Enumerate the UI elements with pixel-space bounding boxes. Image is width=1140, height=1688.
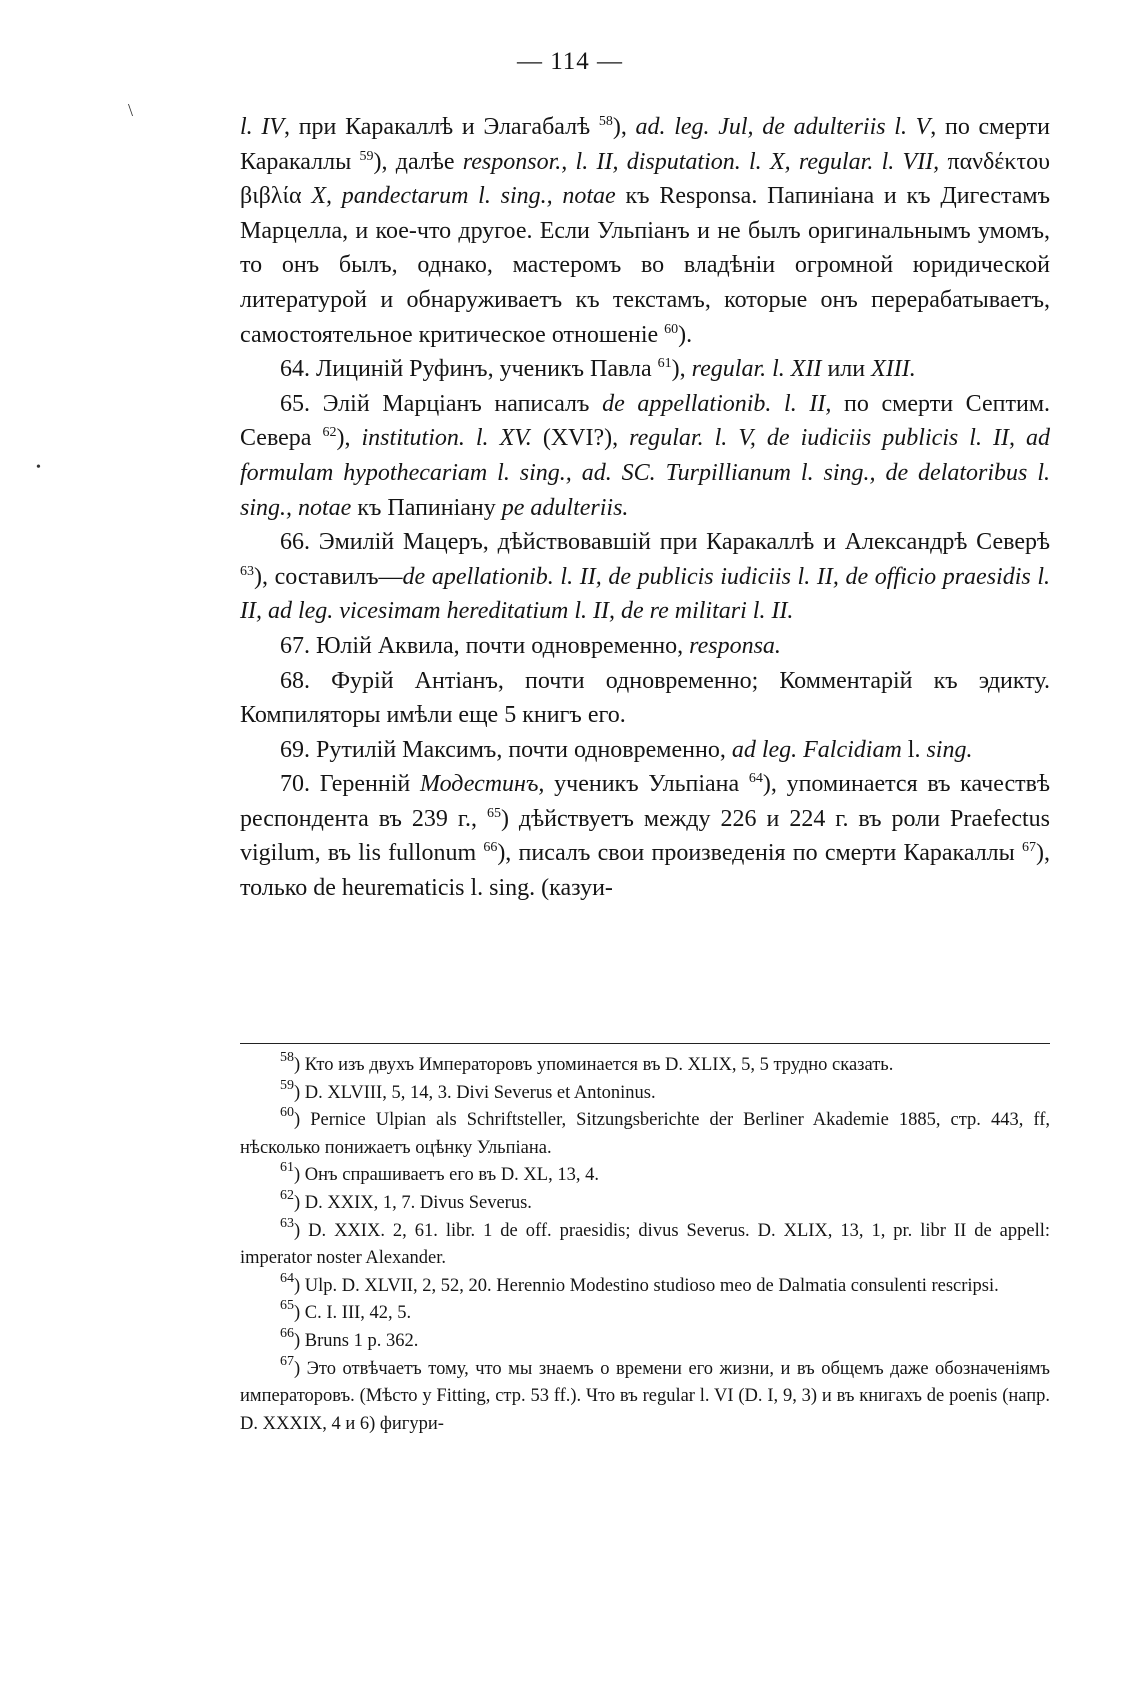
greek-text: πανδέκτου βιβλία bbox=[240, 148, 1051, 210]
footnote: $^{64}$) Ulp. D. XLVII, 2, 52, 20. Herennio Modestino studioso meo de Dalmatia consulenti rescripsi. bbox=[280, 1270, 999, 1296]
footnotes bbox=[240, 1052, 1050, 1438]
footnote-ref: 66 bbox=[483, 840, 498, 856]
footnote-ref: 65 bbox=[486, 805, 501, 821]
footnote-ref: 62 bbox=[322, 425, 337, 441]
main-text bbox=[240, 110, 1050, 906]
footnote: $^{67}$) Это отвѣчаетъ тому, что мы знаемъ о времени его жизни, и въ общемъ даже обозначеніямъ императоровъ. (Мѣсто у Fitting, стр. 53 ff.). Что въ regular l. VI (D. I, 9, 3) и въ книгахъ de poenis (напр. D. XXXIX, 4 и 6) фигури- bbox=[240, 1353, 1050, 1434]
paragraph-70: 70. Гереннiй Модестинъ, ученикъ Ульпіана $^{64}$), упоминается въ качествѣ респондента въ 239 г., $^{65}$) дѣйствуетъ между 226 и 224 г. въ роли Praefectus vigilum, въ lis fullonum $^{66}$), писалъ свои произведенія по смерти Каракаллы $^{67}$), только de heurematicis l. sing. (казуи- bbox=[240, 771, 1050, 902]
paragraph-66: 66. Эмилій Мацеръ, дѣйствовавшій при Каракаллѣ и Александрѣ Северѣ $^{63}$), составилъ—de apellationib. l. II, de publicis iudiciis l. II, de officio praesidis l. II, ad leg. vicesimam hereditatium l. II, de re militari l. II. bbox=[240, 529, 1051, 625]
footnote-ref: 63 bbox=[240, 563, 254, 579]
footnote: $^{63}$) D. XXIX. 2, 61. libr. 1 de off. praesidis; divus Severus. D. XLIX, 13, 1, pr. libr II de appell: imperator noster Alexander. bbox=[240, 1215, 1050, 1269]
footnote: $^{65}$) C. I. III, 42, 5. bbox=[280, 1298, 412, 1324]
footnote: $^{66}$) Bruns 1 p. 362. bbox=[280, 1325, 419, 1351]
margin-mark: • bbox=[36, 460, 41, 475]
footnote-ref: 67 bbox=[1022, 840, 1036, 856]
footnote-ref: 58 bbox=[598, 114, 613, 129]
footnote: $^{60}$) Pernice Ulpian als Schriftsteller, Sitzungsberichte der Berliner Akademie 1885, стр. 443, ff, нѣсколько понижаетъ оцѣнку Ульпіана. bbox=[240, 1105, 1050, 1158]
page-number: — 114 — bbox=[516, 48, 624, 75]
footnote-ref: 60 bbox=[664, 321, 679, 337]
footnote-divider bbox=[240, 1043, 1050, 1044]
footnote: $^{61}$) Онъ спрашиваетъ его въ D. XL, 13, 4. bbox=[280, 1160, 599, 1186]
paragraph-68: 68. Фурій Антіанъ, почти одновременно; Комментарій къ эдикту. Компиляторы имѣли еще 5 книгъ его. bbox=[240, 667, 1050, 729]
paragraph-65: 65. Элій Марціанъ написалъ de appellationib. l. II, по смерти Септим. Севера $^{62}$), institution. l. XV. (XVI?), regular. l. V, de iudiciis publicis l. II, ad formulam hypothecariam l. sing., ad. SC. Turpillianum l. sing., de delatoribus l. sing., notae къ Папиніану pe adulteriis. bbox=[240, 390, 1051, 521]
paragraph-67: 67. Юлій Аквила, почти одновременно, responsa. bbox=[280, 632, 781, 659]
paragraph: l. IV, при Каракаллѣ и Элагабалѣ $^{58}$), ad. leg. Jul, de adulteriis l. V, по смерти Каракаллы $^{59}$), далѣе responsor., l. II, disputation. l. X, regular. l. VII, πανδέκτου βιβλία X, pandectarum l. sing., notae къ Responsa. Папиніана и къ Дигестамъ Марцелла, и кое-что другое. Если Ульпіанъ и не былъ оригинальнымъ умомъ, то онъ былъ, однако, мастеромъ во владѣніи огромной юридической литературой и обнаруживаетъ къ текстамъ, которые онъ перерабатываетъ, самостоятельное критическое отношеніе $^{60}$). bbox=[240, 114, 1051, 348]
footnote-ref: 64 bbox=[748, 771, 763, 787]
paragraph-64: 64. Лициній Руфинъ, ученикъ Павла $^{61}$), regular. l. XII или XIII. bbox=[280, 356, 916, 383]
footnote-ref: 59 bbox=[359, 148, 374, 164]
footnote: $^{59}$) D. XLVIII, 5, 14, 3. Divi Severus et Antoninus. bbox=[280, 1077, 656, 1103]
footnote: $^{58}$) Кто изъ двухъ Императоровъ упоминается въ D. XLIX, 5, 5 трудно сказать. bbox=[280, 1050, 894, 1075]
footnote: $^{62}$) D. XXIX, 1, 7. Divus Severus. bbox=[280, 1187, 532, 1213]
footnote-ref: 61 bbox=[657, 356, 672, 372]
margin-mark: \ bbox=[128, 100, 134, 120]
paragraph-69: 69. Рутилій Максимъ, почти одновременно, ad leg. Falcidiam l. sing. bbox=[280, 736, 973, 763]
